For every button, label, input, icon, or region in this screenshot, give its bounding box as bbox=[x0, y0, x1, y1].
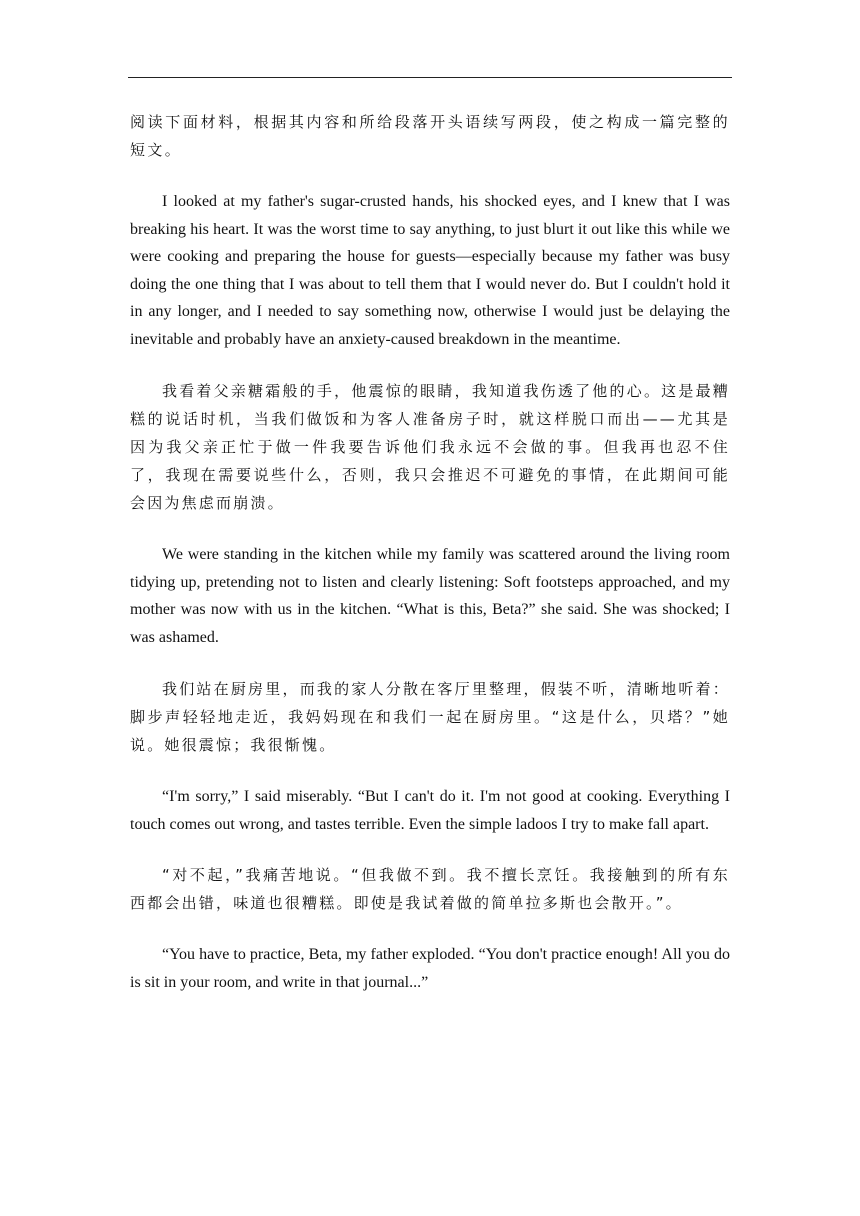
document-body bbox=[130, 108, 730, 996]
header-rule bbox=[128, 77, 732, 78]
paragraph-english-2: We were standing in the kitchen while my family was scattered around the living room tidying up, pretending not to listen and clearly listening: Soft footsteps approached, and my mother was now with us in the kitchen. “What is this, Beta?” she said. She was shocked; I was ashamed. bbox=[130, 546, 730, 646]
paragraph-chinese-3: “对不起，”我痛苦地说。“但我做不到。我不擅长烹饪。我接触到的所有东西都会出错，味道也很糟糕。即使是我试着做的简单拉多斯也会散开。”。 bbox=[130, 866, 730, 912]
paragraph-english-4: “You have to practice, Beta, my father exploded. “You don't practice enough! All you do is sit in your room, and write in that journal...” bbox=[130, 946, 730, 991]
instruction-text: 阅读下面材料，根据其内容和所给段落开头语续写两段，使之构成一篇完整的短文。 bbox=[130, 113, 730, 159]
paragraph-chinese-2: 我们站在厨房里，而我的家人分散在客厅里整理，假装不听，清晰地听着：脚步声轻轻地走近，我妈妈现在和我们一起在厨房里。“这是什么，贝塔？”她说。她很震惊；我很惭愧。 bbox=[130, 680, 730, 754]
paragraph-english-3: “I'm sorry,” I said miserably. “But I can't do it. I'm not good at cooking. Everything I touch comes out wrong, and tastes terrible. Even the simple ladoos I try to make fall apart. bbox=[130, 788, 730, 833]
paragraph-chinese-1: 我看着父亲糖霜般的手，他震惊的眼睛，我知道我伤透了他的心。这是最糟糕的说话时机，当我们做饭和为客人准备房子时，就这样脱口而出——尤其是因为我父亲正忙于做一件我要告诉他们我永远不会做的事。但我再也忍不住了，我现在需要说些什么，否则，我只会推迟不可避免的事情，在此期间可能会因为焦虑而崩溃。 bbox=[130, 382, 730, 512]
paragraph-english-1: I looked at my father's sugar-crusted hands, his shocked eyes, and I knew that I was breaking his heart. It was the worst time to say anything, to just blurt it out like this while we were cooking and preparing the house for guests—especially because my father was busy doing the one thing that I was about to tell them that I would never do. But I couldn't hold it in any longer, and I needed to say something now, otherwise I would just be delaying the inevitable and probably have an anxiety-caused breakdown in the meantime. bbox=[130, 193, 730, 348]
